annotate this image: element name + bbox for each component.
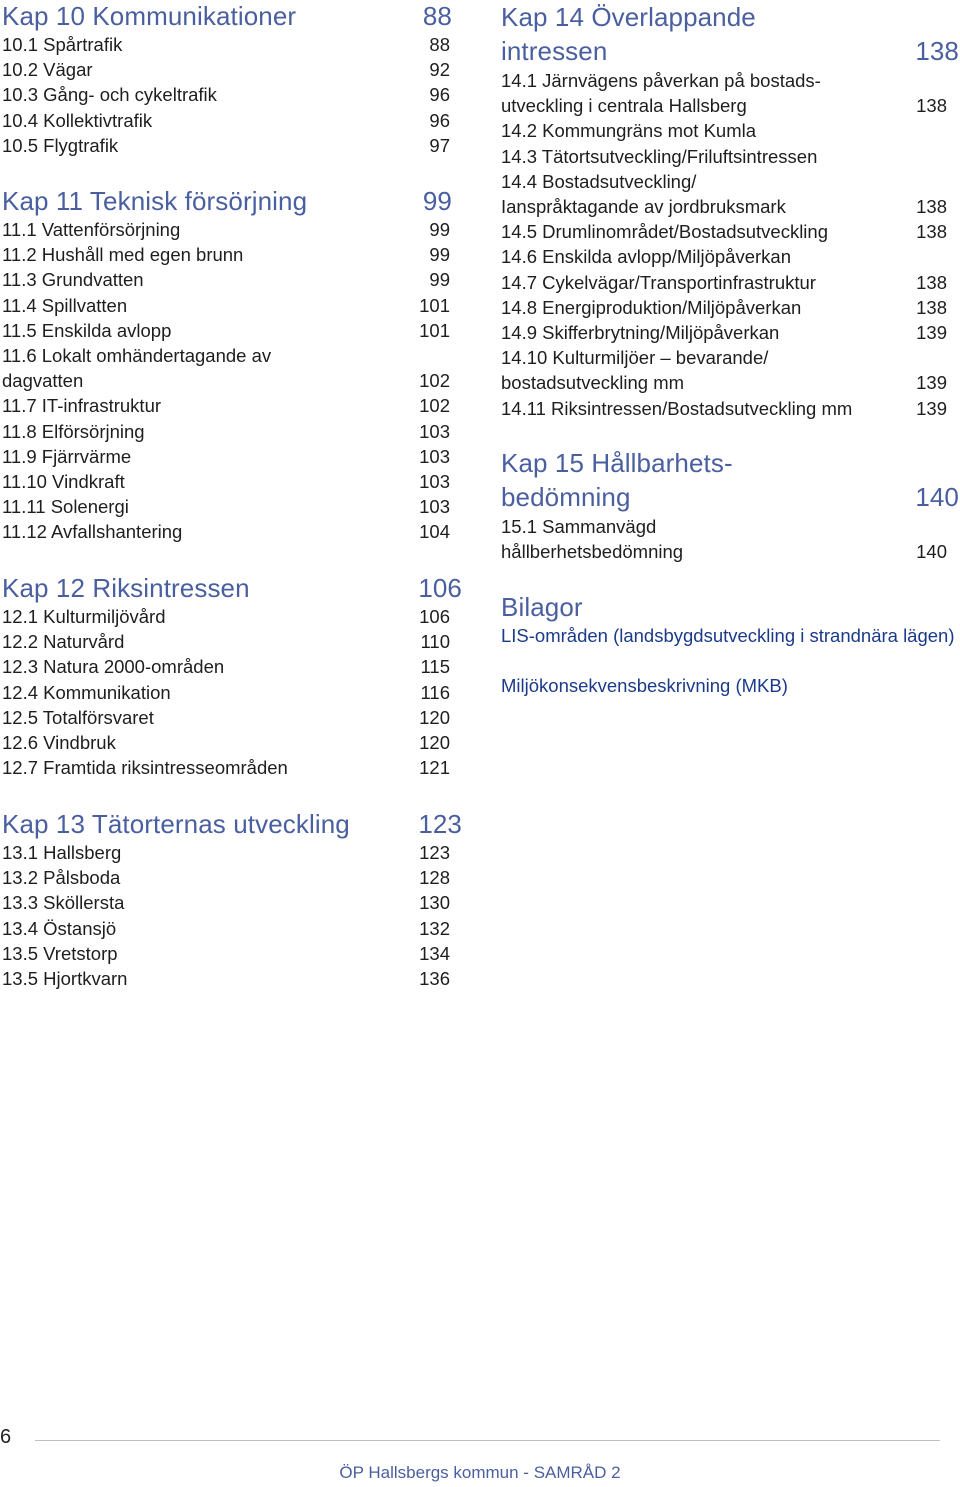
entry-title: 13.5 Hjortkvarn [2,968,128,990]
appendix-link[interactable] [501,673,960,698]
toc-entry[interactable] [2,604,464,629]
toc-entry[interactable] [2,419,464,444]
entry-page: 104 [419,521,450,543]
chapter-title: Kap 12 Riksintressen [2,573,250,603]
entry-page: 103 [419,496,450,518]
chapter-page: 99 [422,186,452,216]
entry-page: 101 [419,319,450,341]
entry-title: 14.2 Kommungräns mot Kumla [501,120,757,142]
toc-entry[interactable] [501,219,960,244]
entry-page: 116 [420,681,450,703]
entry-page: 138 [916,271,947,293]
entry-title: 11.12 Avfallshantering [2,521,183,543]
entry-page: 136 [419,968,450,990]
entry-page: 110 [420,631,450,653]
entry-title: 13.2 Pålsboda [2,867,121,889]
toc-chapter-10 [2,0,464,158]
toc-entry[interactable] [2,654,464,679]
chapter-heading[interactable] [2,808,464,840]
entry-page: 102 [419,395,450,417]
toc-entry[interactable] [2,217,464,242]
chapter-heading[interactable] [2,0,464,32]
toc-entry[interactable] [501,295,960,320]
entry-title: 15.1 Sammanvägd hållberhetsbedömning [501,516,684,563]
entry-page: 99 [429,269,450,291]
chapter-page: 106 [418,573,462,603]
toc-entry[interactable] [2,57,464,82]
toc-appendices [501,591,960,698]
entry-page: 101 [419,294,450,316]
toc-entry[interactable] [2,108,464,133]
entry-page: 96 [429,109,450,131]
entry-page: 97 [429,134,450,156]
toc-entry[interactable] [2,730,464,755]
entry-title: 10.3 Gång- och cykeltrafik [2,84,217,106]
entry-page: 121 [419,757,450,779]
toc-entry[interactable] [2,393,464,418]
chapter-title: Kap 11 Teknisk försörjning [2,186,308,216]
entry-title: 13.5 Vretstorp [2,942,118,964]
entry-title: 11.6 Lokalt omhändertagande av dagvatten [2,345,272,392]
chapter-title: Kap 13 Tätorternas utveckling [2,809,350,839]
appendix-link[interactable] [501,623,956,648]
entry-title: 11.2 Hushåll med egen brunn [2,244,244,266]
chapter-title: Kap 10 Kommunikationer [2,1,297,31]
entry-title: 14.1 Järnvägens påverkan på bostads-utveckling i centrala Hallsberg [501,70,821,117]
page-number: 6 [0,1426,12,1448]
chapter-page: 138 [915,36,959,66]
entry-page: 132 [419,917,450,939]
entry-title: 14.7 Cykelvägar/Transportinfrastruktur [501,271,816,293]
toc-entry[interactable] [2,865,464,890]
entry-page: 134 [419,942,450,964]
toc-entry[interactable] [501,68,960,118]
entry-title: 11.11 Solenergi [2,496,129,518]
entry-title: 13.1 Hallsberg [2,842,122,863]
toc-entry[interactable] [2,705,464,730]
toc-entry[interactable] [2,444,464,469]
entry-page: 128 [419,867,450,889]
entry-title: 11.4 Spillvatten [2,294,128,316]
entry-page: 99 [429,244,450,266]
toc-entry[interactable] [501,144,960,169]
entry-title: 13.3 Sköllersta [2,892,125,914]
entry-title: 14.6 Enskilda avlopp/Miljöpåverkan [501,246,792,268]
toc-entry[interactable] [2,494,464,519]
entry-title: 13.4 Östansjö [2,917,117,939]
toc-entry[interactable] [2,133,464,158]
toc-entry[interactable] [501,345,960,395]
entry-title: 11.3 Grundvatten [2,269,144,291]
entry-title: LIS-områden (landsbygdsutveckling i strandnära lägen) [501,625,955,646]
toc-entry[interactable] [2,840,464,865]
toc-chapter-12 [2,572,464,780]
entry-page: 103 [419,471,450,493]
entry-page: 139 [916,397,947,419]
entry-title: 10.2 Vägar [2,59,93,81]
toc-entry[interactable] [2,941,464,966]
toc-entry[interactable] [2,755,464,780]
footer-divider [35,1440,940,1441]
toc-entry[interactable] [2,890,464,915]
entry-page: 138 [916,95,947,117]
entry-page: 103 [419,445,450,467]
entry-title: 11.8 Elförsörjning [2,420,145,442]
entry-title: 11.5 Enskilda avlopp [2,319,172,341]
entry-title: 12.1 Kulturmiljövård [2,606,166,627]
toc-entry[interactable] [2,82,464,107]
entry-page: 102 [419,370,450,392]
entry-title: 11.7 IT-infrastruktur [2,395,162,417]
chapter-heading[interactable] [2,572,464,604]
entry-title: 12.3 Natura 2000-områden [2,656,225,678]
entry-title: 11.10 Vindkraft [2,471,125,493]
entry-title: 12.4 Kommunikation [2,681,171,703]
entry-page: 92 [429,59,450,81]
toc-entry[interactable] [501,169,960,219]
toc-entry[interactable] [2,293,464,318]
entry-title: 12.6 Vindbruk [2,732,116,754]
toc-entry[interactable] [2,966,464,991]
entry-page: 140 [916,541,947,563]
toc-entry[interactable] [501,244,960,269]
toc-entry[interactable] [2,343,464,393]
entry-page: 103 [419,420,450,442]
entry-title: 12.7 Framtida riksintresseområden [2,757,288,779]
footer-title: ÖP Hallsbergs kommun - SAMRÅD 2 [339,1463,621,1482]
entry-page: 139 [916,322,947,344]
entry-page: 88 [429,34,450,55]
toc-entry[interactable] [501,396,960,421]
entry-title: 14.3 Tätortsutveckling/Friluftsintressen [501,145,818,167]
toc-entry[interactable] [2,629,464,654]
toc-entry[interactable] [2,519,464,544]
entry-title: 10.4 Kollektivtrafik [2,109,153,131]
chapter-title: Kap 14 Överlappande intressen [501,2,756,66]
toc-entry[interactable] [501,514,960,564]
entry-page: 99 [429,219,450,240]
entry-page: 138 [916,221,947,243]
toc-entry[interactable] [501,118,960,143]
toc-entry[interactable] [2,32,464,57]
entry-page: 96 [429,84,450,106]
entry-page: 138 [916,296,947,318]
entry-title: 14.4 Bostadsutveckling/ Ianspråktagande av jordbruksmark [501,170,786,218]
toc-entry[interactable] [2,916,464,941]
toc-entry[interactable] [2,267,464,292]
chapter-heading[interactable] [501,446,960,514]
toc-chapter-15 [501,446,960,564]
toc-entry[interactable] [2,242,464,267]
chapter-title: Kap 15 Hållbarhets-bedömning [501,448,733,512]
toc-entry[interactable] [2,318,464,343]
entry-page: 138 [916,196,947,218]
toc-entry[interactable] [501,320,960,345]
chapter-page: 140 [915,482,959,512]
toc-chapter-11 [2,185,464,545]
chapter-heading[interactable] [501,591,960,623]
entry-title: 11.9 Fjärrvärme [2,445,132,467]
entry-page: 106 [419,606,450,627]
toc-entry[interactable] [2,469,464,494]
chapter-title: Bilagor [501,592,583,622]
toc-entry[interactable] [501,270,960,295]
entry-title: Miljökonsekvensbeskrivning (MKB) [501,675,788,697]
entry-page: 139 [916,372,947,394]
entry-title: 12.2 Naturvård [2,631,125,653]
entry-title: 10.5 Flygtrafik [2,134,119,156]
entry-title: 14.8 Energiproduktion/Miljöpåverkan [501,296,802,318]
entry-page: 120 [419,706,450,728]
entry-page: 120 [419,732,450,754]
entry-title: 14.10 Kulturmiljöer – bevarande/ bostadsutveckling mm [501,347,769,394]
toc-entry[interactable] [2,680,464,705]
entry-page: 115 [420,656,450,678]
toc-chapter-14 [501,0,960,421]
toc-chapter-13 [2,808,464,991]
entry-page: 130 [419,892,450,914]
entry-title: 14.5 Drumlinområdet/Bostadsutveckling [501,221,828,243]
chapter-page: 88 [422,1,452,31]
entry-title: 14.9 Skifferbrytning/Miljöpåverkan [501,322,780,344]
chapter-heading[interactable] [501,0,960,68]
chapter-page: 123 [418,809,462,839]
entry-title: 10.1 Spårtrafik [2,34,123,55]
entry-title: 11.1 Vattenförsörjning [2,219,181,240]
entry-title: 12.5 Totalförsvaret [2,706,154,728]
chapter-heading[interactable] [2,185,464,217]
entry-title: 14.11 Riksintressen/Bostadsutveckling mm [501,397,853,419]
entry-page: 123 [419,842,450,863]
